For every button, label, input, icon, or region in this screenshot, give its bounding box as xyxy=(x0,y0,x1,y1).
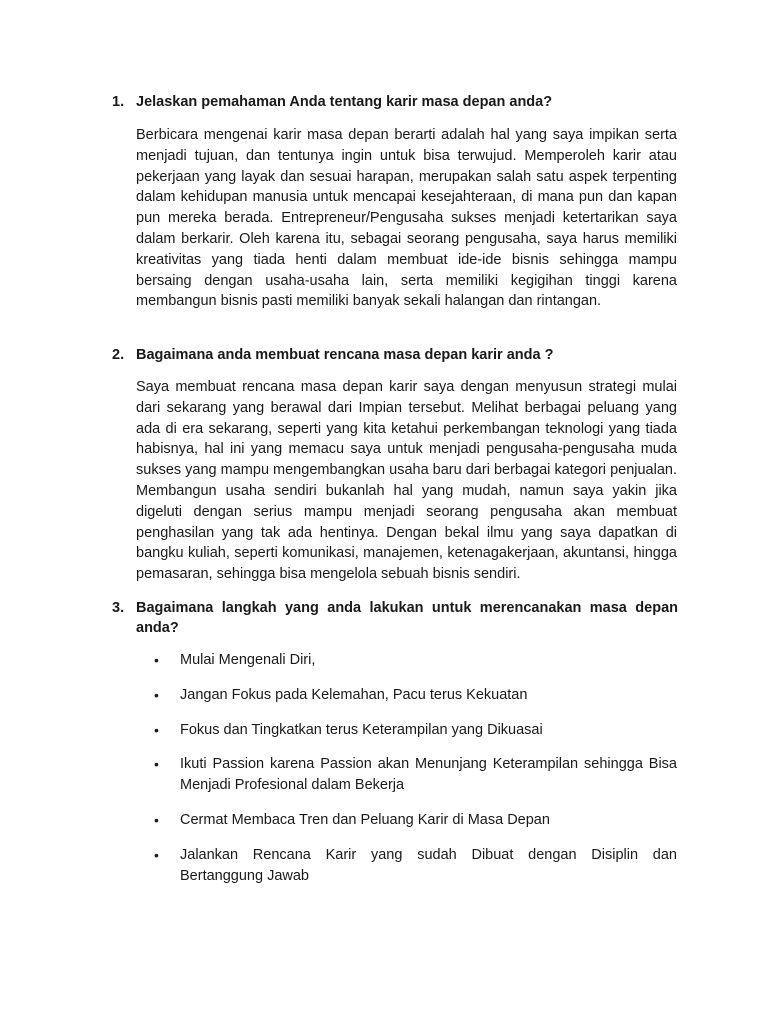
question-text: Bagaimana anda membuat rencana masa depan karir anda ? xyxy=(136,347,554,363)
list-item xyxy=(154,685,677,706)
question-1 xyxy=(112,92,678,112)
list-item-text: Jalankan Rencana Karir yang sudah Dibuat dengan Disiplin dan Bertanggung Jawab xyxy=(180,846,677,884)
question-3 xyxy=(112,598,678,638)
bullet-icon: • xyxy=(154,686,159,703)
bullet-icon: • xyxy=(154,756,159,773)
list-item-text: Fokus dan Tingkatkan terus Keterampilan yang Dikuasai xyxy=(180,721,543,738)
list-item-text: Ikuti Passion karena Passion akan Menunjang Keterampilan sehingga Bisa Menjadi Profesional dalam Bekerja xyxy=(180,756,677,794)
question-text: Bagaimana langkah yang anda lakukan untuk merencanakan masa depan anda? xyxy=(136,600,678,636)
list-item-text: Mulai Mengenali Diri, xyxy=(180,652,316,668)
question-number: 3. xyxy=(112,600,125,616)
list-item-text: Cermat Membaca Tren dan Peluang Karir di Masa Depan xyxy=(180,811,550,828)
question-2 xyxy=(112,345,678,365)
bullet-icon: • xyxy=(154,811,159,828)
list-item xyxy=(154,720,677,741)
question-text: Jelaskan pemahaman Anda tentang karir masa depan anda? xyxy=(136,94,553,110)
list-item xyxy=(154,754,677,796)
list-item xyxy=(154,845,677,887)
bullet-icon: • xyxy=(154,652,159,668)
bullet-icon: • xyxy=(154,721,159,738)
answer-2: Saya membuat rencana masa depan karir saya dengan menyusun strategi mulai dari sekarang yang berawal dari Impian tersebut. Melihat berbagai peluang yang ada di era sekarang, seperti yang kita ketahui perkembangan teknologi yang tiada habisnya, hal ini yang memacu saya untuk menjadi pengusaha-pengusaha muda sukses yang mampu mengembangkan usaha baru dari berbagai kategori penjualan. Membangun usaha sendiri bukanlah hal yang mudah, namun saya yakin jika digeluti dengan serius mampu menjadi seorang pengusaha akan membuat penghasilan yang tak ada hentinya. Dengan bekal ilmu yang saya dapatkan di bangku kuliah, seperti komunikasi, manajemen, ketenagakerjaan, akuntansi, hingga pemasaran, sehingga bisa mengelola sebuah bisnis sendiri. xyxy=(136,379,677,583)
steps-list xyxy=(154,650,677,900)
list-item xyxy=(154,810,677,831)
list-item-text: Jangan Fokus pada Kelemahan, Pacu terus Kekuatan xyxy=(180,686,528,703)
question-number: 1. xyxy=(112,94,125,110)
bullet-icon: • xyxy=(154,846,159,863)
question-number: 2. xyxy=(112,347,125,363)
list-item xyxy=(154,650,677,671)
answer-1: Berbicara mengenai karir masa depan berarti adalah hal yang saya impikan serta menjadi tujuan, dan tentunya ingin untuk bisa terwujud. Memperoleh karir atau pekerjaan yang layak dan sesuai harapan, merupakan salah satu aspek terpenting dalam kehidupan manusia untuk mencapai kesejahteraan, di mana pun dan kapan pun mereka berada. Entrepreneur/Pengusaha sukses menjadi ketertarikan saya dalam berkarir. Oleh karena itu, sebagai seorang pengusaha, saya harus memiliki kreativitas yang tiada henti dalam membuat ide-ide bisnis sehingga mampu bersaing dengan usaha-usaha lain, serta memiliki kegigihan tinggi karena membangun bisnis pasti memiliki banyak sekali halangan dan rintangan. xyxy=(136,127,677,310)
